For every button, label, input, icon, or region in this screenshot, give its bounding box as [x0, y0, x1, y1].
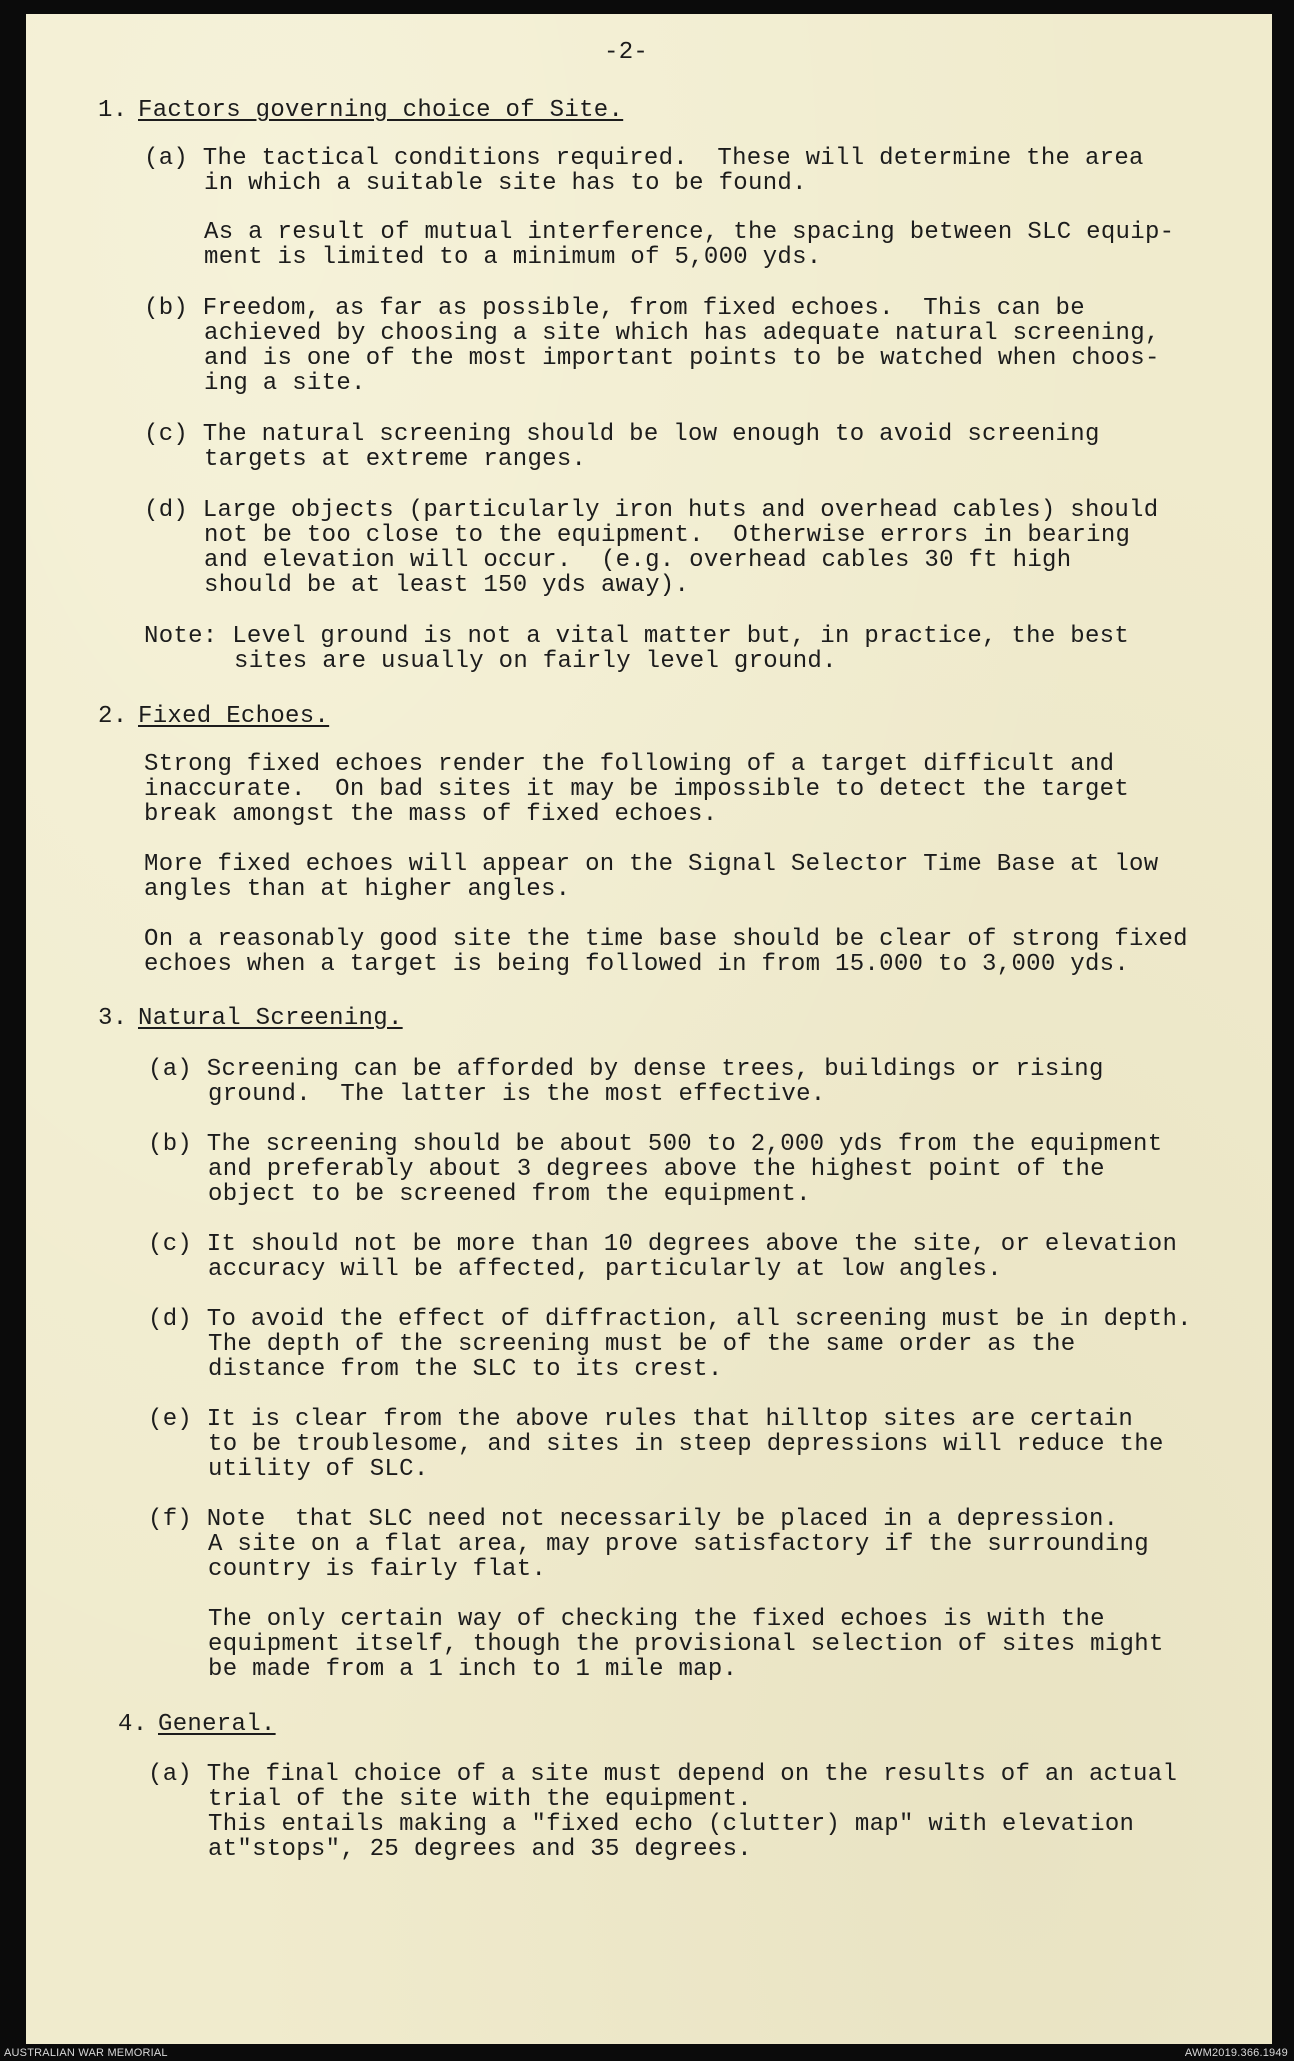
s2-line2: inaccurate. On bad sites it may be impossible to detect the target	[144, 776, 1130, 803]
s1-d-line3: and elevation will occur. (e.g. overhead cables 30 ft high	[204, 547, 1072, 574]
s3-f-line3: country is fairly flat.	[208, 1556, 547, 1583]
s3-e-line1: (e) It is clear from the above rules that hilltop sites are certain	[148, 1406, 1134, 1433]
section-2-heading: Fixed Echoes.	[138, 703, 330, 730]
s2-line4: More fixed echoes will appear on the Signal Selector Time Base at low	[144, 851, 1159, 878]
s3-d-line2: The depth of the screening must be of the same order as the	[208, 1331, 1076, 1358]
s3-a-line1: (a) Screening can be afforded by dense trees, buildings or rising	[148, 1056, 1104, 1083]
s3-f-line6: be made from a 1 inch to 1 mile map.	[208, 1656, 738, 1683]
section-1-number: 1.	[98, 97, 128, 124]
s1-a-line1: (a) The tactical conditions required. These will determine the area	[144, 145, 1144, 172]
s3-d-line1: (d) To avoid the effect of diffraction, all screening must be in depth.	[148, 1306, 1192, 1333]
s3-b-line1: (b) The screening should be about 500 to 2,000 yds from the equipment	[148, 1131, 1163, 1158]
s1-a-line3: As a result of mutual interference, the spacing between SLC equip-	[204, 219, 1175, 246]
s3-c-line2: accuracy will be affected, particularly at low angles.	[208, 1256, 1002, 1283]
s3-d-line3: distance from the SLC to its crest.	[208, 1356, 723, 1383]
section-1-heading: Factors governing choice of Site.	[138, 97, 624, 124]
s2-line1: Strong fixed echoes render the following of a target difficult and	[144, 751, 1115, 778]
section-3-heading: Natural Screening.	[138, 1005, 403, 1032]
s1-b-line3: and is one of the most important points to be watched when choos-	[204, 345, 1160, 372]
s2-line7: echoes when a target is being followed in from 15.000 to 3,000 yds.	[144, 951, 1130, 978]
s1-note-line1: Note: Level ground is not a vital matter but, in practice, the best	[144, 623, 1130, 650]
s1-d-line1: (d) Large objects (particularly iron huts and overhead cables) should	[144, 497, 1159, 524]
s3-f-line1: (f) Note that SLC need not necessarily be placed in a depression.	[148, 1506, 1119, 1533]
s3-b-line3: object to be screened from the equipment.	[208, 1181, 811, 1208]
s1-b-line4: ing a site.	[204, 370, 366, 397]
s3-e-line3: utility of SLC.	[208, 1456, 429, 1483]
s2-line6: On a reasonably good site the time base should be clear of strong fixed	[144, 926, 1188, 953]
s1-b-line1: (b) Freedom, as far as possible, from fixed echoes. This can be	[144, 295, 1085, 322]
s3-f-line2: A site on a flat area, may prove satisfactory if the surrounding	[208, 1531, 1149, 1558]
section-4-heading: General.	[158, 1711, 276, 1738]
s1-a-line2: in which a suitable site has to be found.	[204, 170, 807, 197]
s3-f-line5: equipment itself, though the provisional selection of sites might	[208, 1631, 1164, 1658]
section-2-number: 2.	[98, 703, 128, 730]
s4-a-line3: This entails making a "fixed echo (clutter) map" with elevation	[208, 1811, 1135, 1838]
s1-a-line4: ment is limited to a minimum of 5,000 yds.	[204, 244, 822, 271]
s3-a-line2: ground. The latter is the most effective.	[208, 1081, 826, 1108]
section-3-number: 3.	[98, 1005, 128, 1032]
s3-e-line2: to be troublesome, and sites in steep depressions will reduce the	[208, 1431, 1164, 1458]
s4-a-line2: trial of the site with the equipment.	[208, 1786, 752, 1813]
s1-c-line1: (c) The natural screening should be low enough to avoid screening	[144, 421, 1100, 448]
s4-a-line4: at"stops", 25 degrees and 35 degrees.	[208, 1836, 752, 1863]
s3-c-line1: (c) It should not be more than 10 degrees above the site, or elevation	[148, 1231, 1178, 1258]
s2-line5: angles than at higher angles.	[144, 876, 571, 903]
s1-b-line2: achieved by choosing a site which has adequate natural screening,	[204, 320, 1160, 347]
s1-d-line2: not be too close to the equipment. Otherwise errors in bearing	[204, 522, 1131, 549]
s2-line3: break amongst the mass of fixed echoes.	[144, 801, 718, 828]
s1-note-line2: sites are usually on fairly level ground.	[234, 648, 837, 675]
footer-archive-label: AUSTRALIAN WAR MEMORIAL	[4, 2047, 168, 2059]
document-page	[26, 14, 1272, 2044]
s1-c-line2: targets at extreme ranges.	[204, 446, 587, 473]
s1-d-line4: should be at least 150 yds away).	[204, 572, 690, 599]
s4-a-line1: (a) The final choice of a site must depend on the results of an actual	[148, 1761, 1178, 1788]
s3-f-line4: The only certain way of checking the fixed echoes is with the	[208, 1606, 1105, 1633]
footer-reference-number: AWM2019.366.1949	[1184, 2047, 1288, 2059]
s3-b-line2: and preferably about 3 degrees above the highest point of the	[208, 1156, 1105, 1183]
page-number: -2-	[604, 39, 649, 66]
section-4-number: 4.	[118, 1711, 148, 1738]
